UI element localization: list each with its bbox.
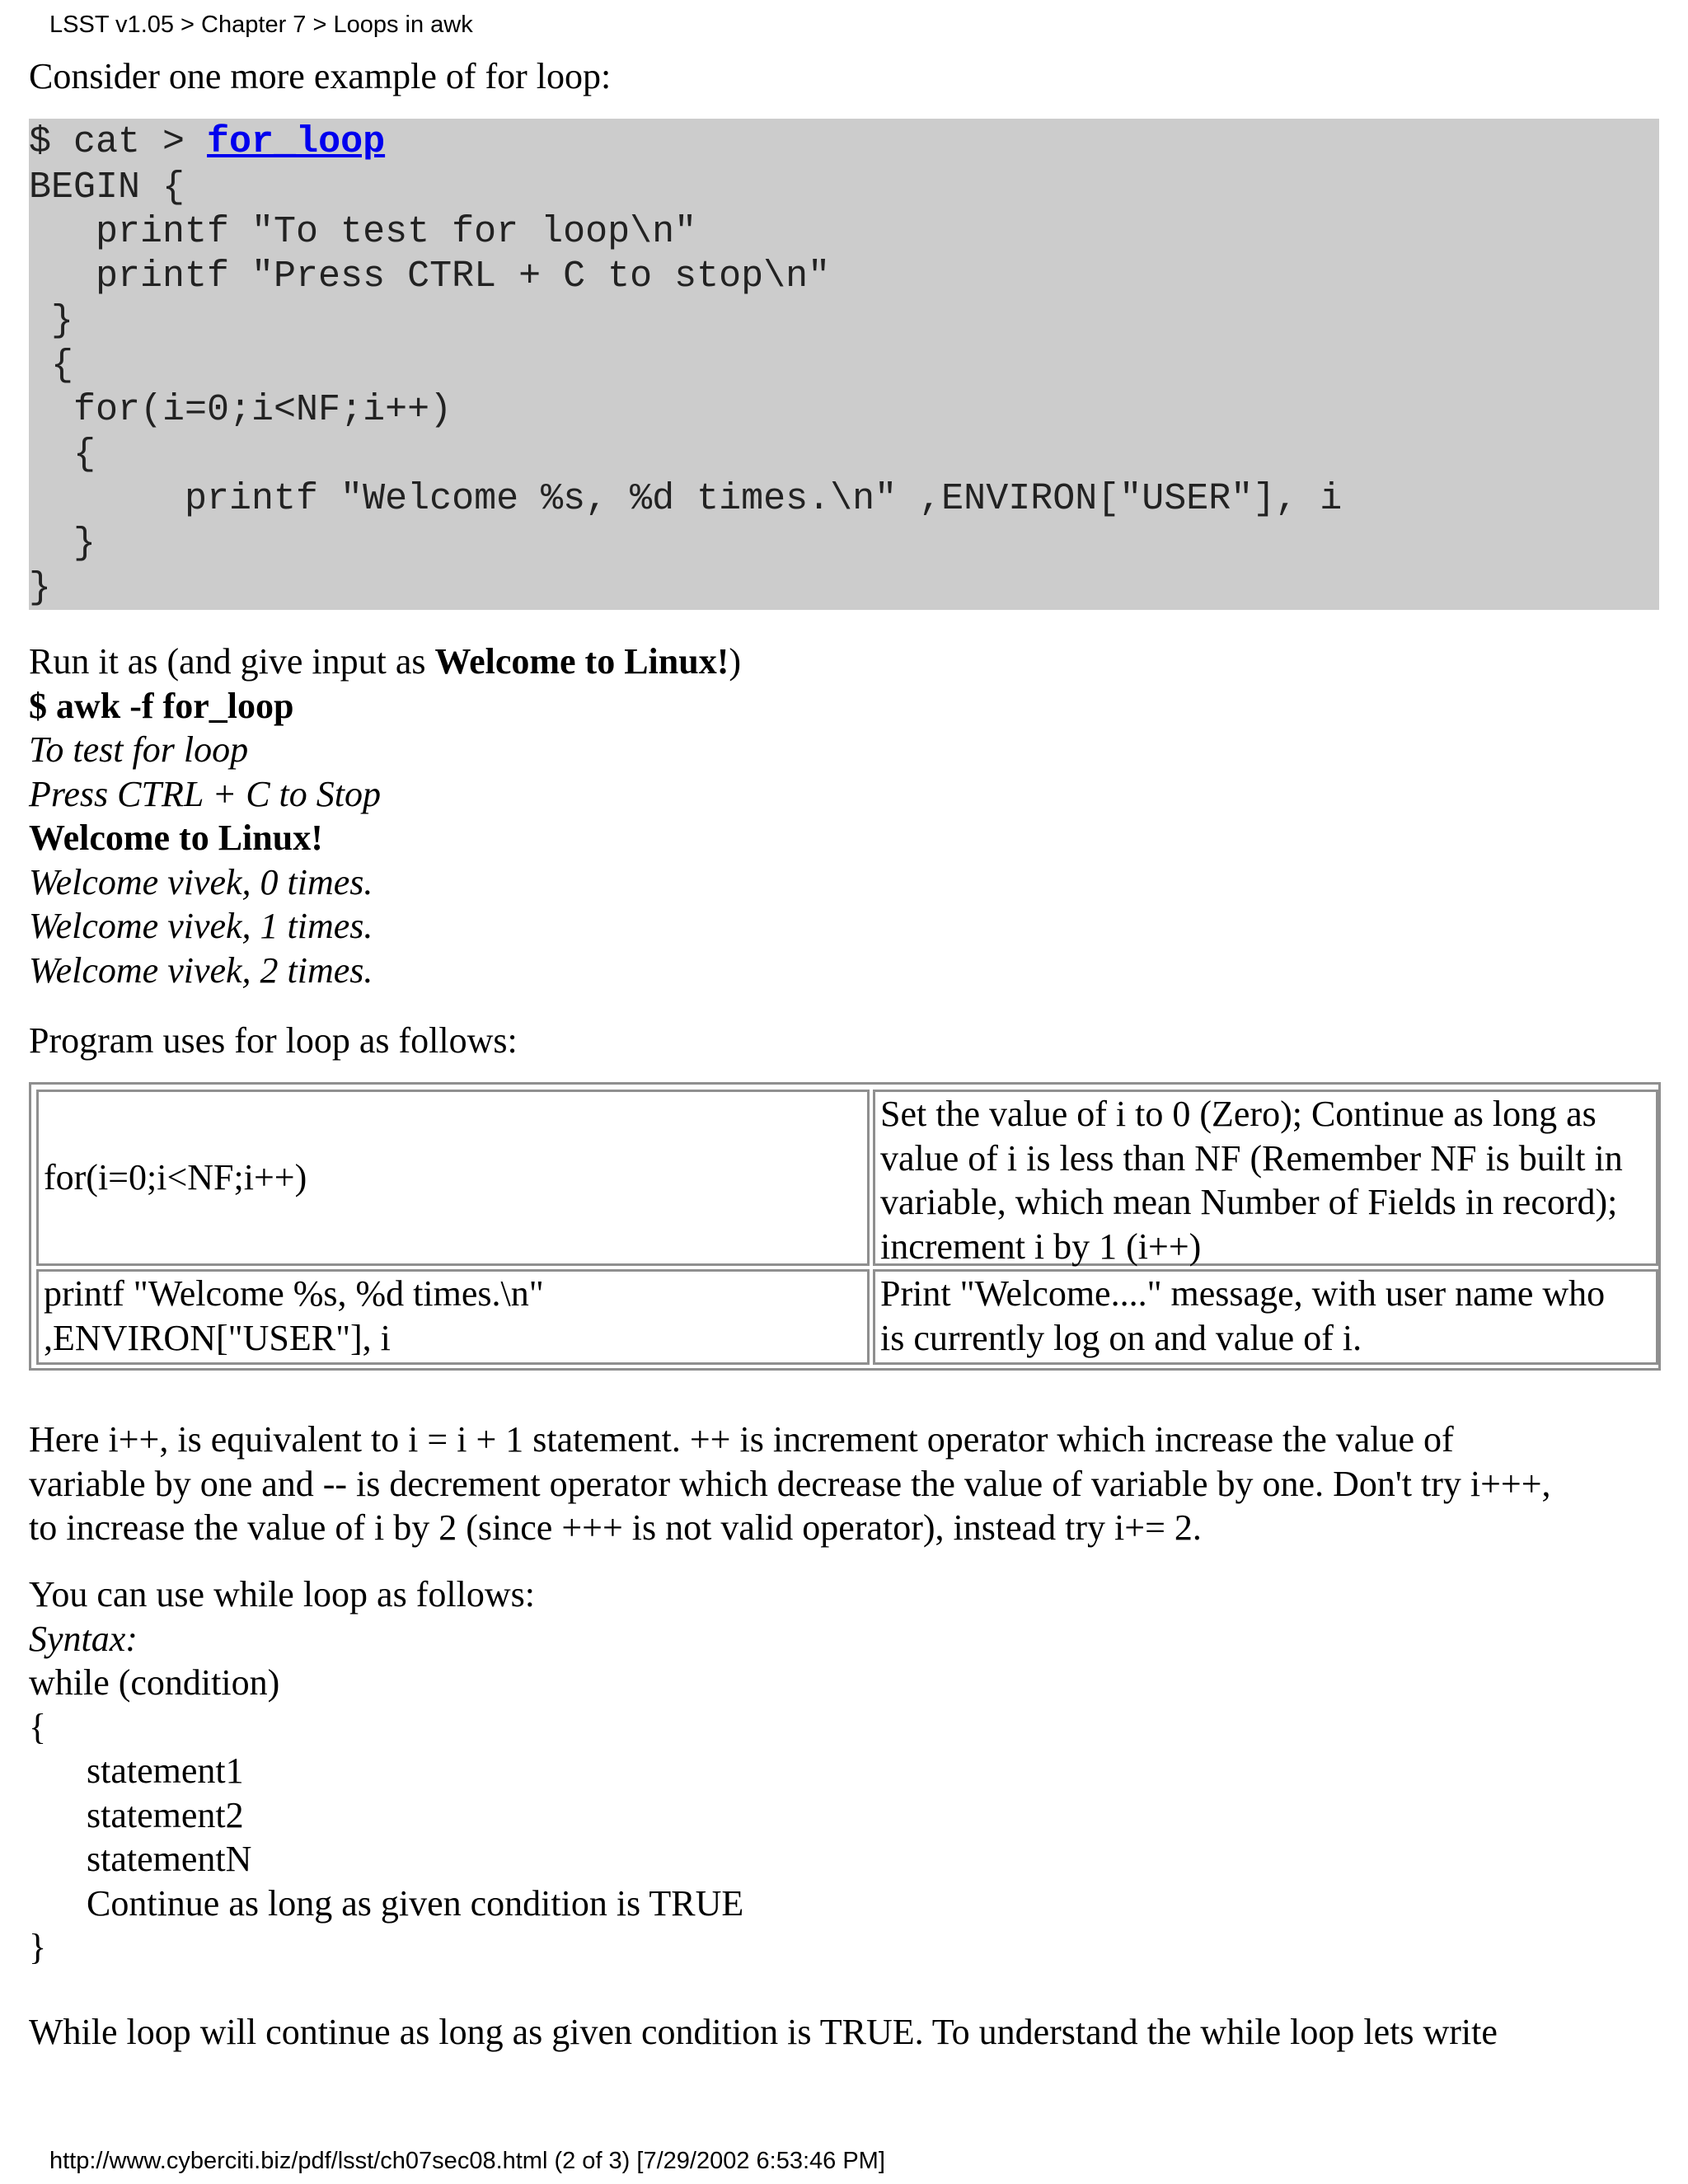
run-input-line: Welcome to Linux! bbox=[29, 818, 323, 858]
run-output-line: Welcome vivek, 1 times. bbox=[29, 906, 373, 946]
while-body-line: Continue as long as given condition is TRUE bbox=[87, 1882, 744, 1924]
code-line: BEGIN { bbox=[29, 166, 185, 209]
increment-paragraph bbox=[29, 1418, 1551, 1550]
run-command: $ awk -f for_loop bbox=[29, 685, 294, 726]
run-output-line: Welcome vivek, 0 times. bbox=[29, 861, 373, 902]
while-open-brace: { bbox=[29, 1706, 47, 1747]
while-close-brace: } bbox=[29, 1927, 47, 1967]
table-cell-code bbox=[36, 1090, 870, 1266]
while-intro: You can use while loop as follows: bbox=[29, 1574, 535, 1615]
table-cell-desc bbox=[873, 1090, 1658, 1266]
run-bold-input: Welcome to Linux! bbox=[434, 641, 729, 682]
table-desc-line: Print "Welcome...." message, with user name who bbox=[880, 1273, 1606, 1314]
run-section bbox=[29, 640, 741, 992]
code-line: printf "Press CTRL + C to stop\n" bbox=[29, 255, 831, 298]
intro-text: Consider one more example of for loop: bbox=[29, 56, 612, 96]
table-code-text: for(i=0;i<NF;i++) bbox=[44, 1157, 307, 1198]
run-output-line: To test for loop bbox=[29, 729, 249, 770]
explanation-table bbox=[29, 1082, 1661, 1371]
syntax-label: Syntax: bbox=[29, 1618, 138, 1659]
table-desc-line: value of i is less than NF (Remember NF is built in bbox=[880, 1137, 1623, 1179]
while-body-line: statementN bbox=[87, 1839, 252, 1879]
table-code-text: printf "Welcome %s, %d times.\n" bbox=[44, 1273, 544, 1314]
code-line: printf "To test for loop\n" bbox=[29, 211, 697, 253]
table-desc-line: increment i by 1 (i++) bbox=[880, 1226, 1202, 1267]
increment-line: Here i++, is equivalent to i = i + 1 statement. ++ is increment operator which increase the value of bbox=[29, 1419, 1454, 1460]
code-prompt: $ cat > bbox=[29, 121, 208, 163]
table-desc-line: Set the value of i to 0 (Zero); Continue as long as bbox=[880, 1094, 1597, 1134]
code-line: { bbox=[29, 344, 74, 387]
code-line: printf "Welcome %s, %d times.\n" ,ENVIRON["USER"], i bbox=[29, 478, 1343, 520]
code-line: for(i=0;i<NF;i++) bbox=[29, 389, 452, 431]
while-header: while (condition) bbox=[29, 1662, 280, 1703]
closing-text: While loop will continue as long as given condition is TRUE. To understand the while loop lets write bbox=[29, 2012, 1498, 2052]
increment-line: variable by one and -- is decrement operator which decrease the value of variable by one. Don't try i+++, bbox=[29, 1463, 1551, 1504]
code-line: { bbox=[29, 434, 96, 476]
code-line: } bbox=[29, 523, 96, 565]
run-instruction bbox=[29, 640, 741, 684]
program-uses-text: Program uses for loop as follows: bbox=[29, 1020, 518, 1061]
for-loop-link[interactable]: for_loop bbox=[207, 121, 386, 163]
page-footer-url: http://www.cyberciti.biz/pdf/lsst/ch07sec08.html (2 of 3) [7/29/2002 6:53:46 PM] bbox=[49, 2148, 885, 2174]
while-body-line: statement2 bbox=[87, 1794, 244, 1835]
table-desc-line: variable, which mean Number of Fields in record); bbox=[880, 1182, 1618, 1222]
page-header-breadcrumb: LSST v1.05 > Chapter 7 > Loops in awk bbox=[49, 12, 473, 38]
table-cell-desc bbox=[873, 1269, 1658, 1365]
table-code-text: ,ENVIRON["USER"], i bbox=[44, 1317, 391, 1358]
while-body-line: statement1 bbox=[87, 1750, 244, 1791]
table-desc-line: is currently log on and value of i. bbox=[880, 1317, 1362, 1358]
code-line: } bbox=[29, 300, 74, 342]
run-output-line: Welcome vivek, 2 times. bbox=[29, 949, 373, 991]
while-section bbox=[29, 1572, 743, 1970]
run-prefix: Run it as (and give input as bbox=[29, 641, 435, 682]
code-block bbox=[29, 119, 1659, 610]
table-cell-code bbox=[36, 1269, 870, 1365]
run-suffix: ) bbox=[729, 641, 742, 682]
increment-line: to increase the value of i by 2 (since +++ is not valid operator), instead try i+= 2. bbox=[29, 1507, 1202, 1548]
code-line-cat bbox=[29, 120, 385, 165]
run-output-line: Press CTRL + C to Stop bbox=[29, 773, 382, 814]
code-line: } bbox=[29, 567, 52, 609]
